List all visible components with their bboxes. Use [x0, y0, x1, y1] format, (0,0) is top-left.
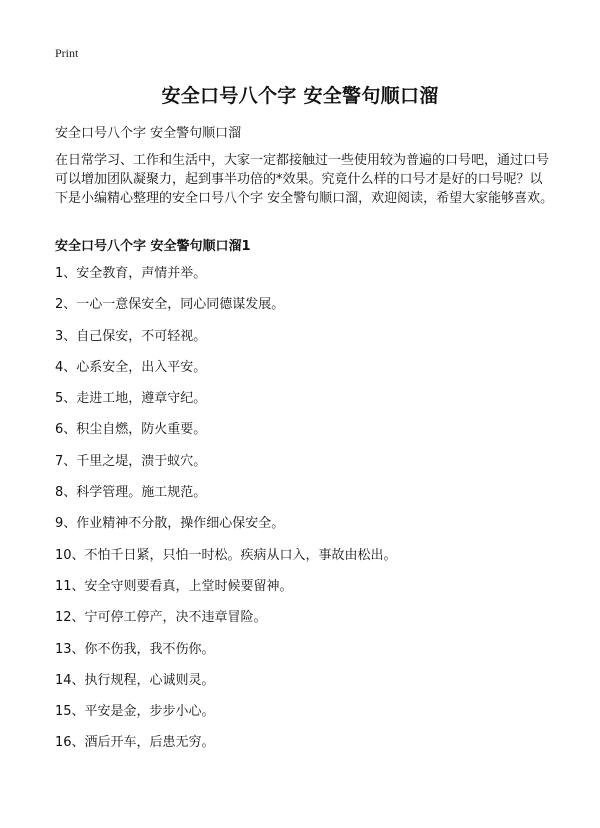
slogan-item: 10、不怕千日紧，只怕一时松。疾病从口入，事故由松出。 — [55, 547, 397, 563]
slogan-item: 11、安全守则要看真，上堂时候要留神。 — [55, 578, 293, 594]
page-title: 安全口号八个字 安全警句顺口溜 — [161, 85, 439, 107]
slogan-item: 6、积尘自燃，防火重要。 — [55, 422, 207, 438]
intro-paragraph: 在日常学习、工作和生活中，大家一定都接触过一些使用较为普遍的口号吧，通过口号可以增加团队凝聚力，起到事半功倍的*效果。究竟什么样的口号才是好的口号呢？以下是小编精心整理的安全口号八个字 安全警句顺口溜，欢迎阅读，希望大家能够喜欢。 — [55, 153, 554, 206]
slogan-item: 16、酒后开车，后患无穷。 — [55, 735, 215, 751]
slogan-item: 15、平安是金，步步小心。 — [55, 704, 215, 720]
slogan-item: 12、宁可停工停产，决不违章冒险。 — [55, 610, 267, 626]
slogan-item: 3、自己保安，不可轻视。 — [55, 328, 207, 344]
slogan-item: 8、科学管理。施工规范。 — [55, 485, 207, 501]
slogan-item: 5、走进工地，遵章守纪。 — [55, 391, 207, 407]
slogan-list — [55, 265, 397, 766]
subtitle: 安全口号八个字 安全警句顺口溜 — [55, 126, 242, 141]
slogan-item: 9、作业精神不分散，操作细心保安全。 — [55, 516, 285, 532]
slogan-item: 1、安全教育，声情并举。 — [55, 266, 207, 281]
slogan-item: 14、执行规程，心诚则灵。 — [55, 672, 215, 688]
slogan-item: 7、千里之堤，溃于蚁穴。 — [55, 453, 207, 469]
print-link[interactable]: Print — [55, 46, 79, 60]
slogan-item: 13、你不伤我，我不伤你。 — [55, 641, 215, 657]
slogan-item: 2、一心一意保安全，同心同德谋发展。 — [55, 297, 285, 313]
slogan-item: 4、心系安全，出入平安。 — [55, 359, 207, 375]
section-heading: 安全口号八个字 安全警句顺口溜1 — [55, 239, 251, 254]
